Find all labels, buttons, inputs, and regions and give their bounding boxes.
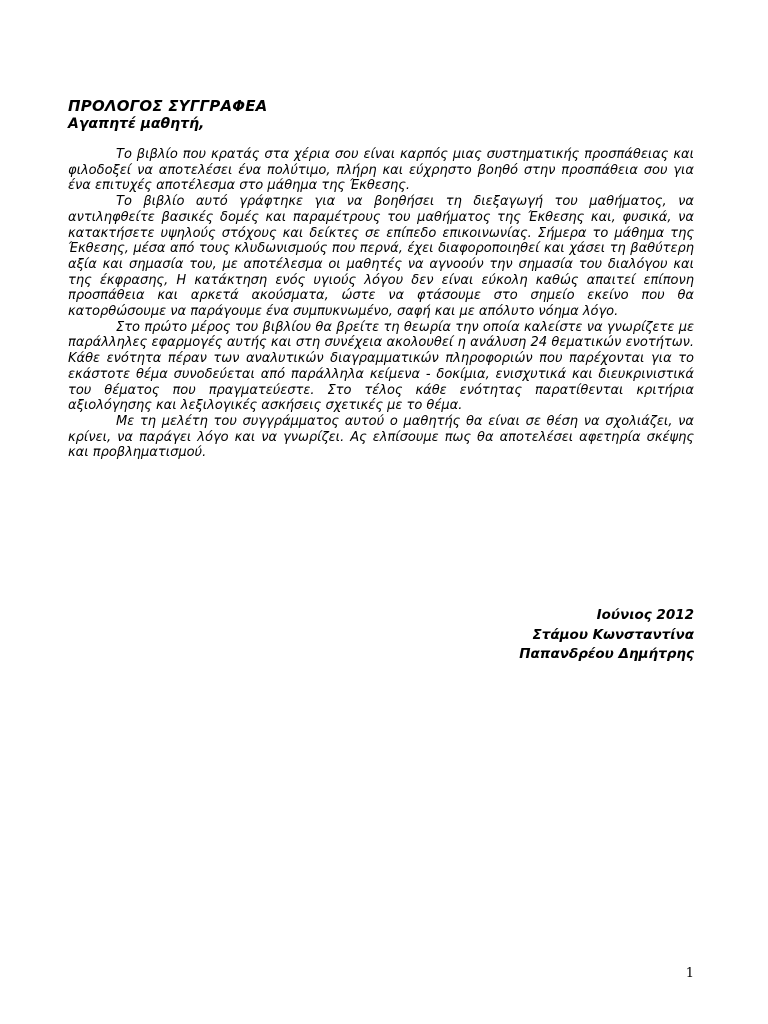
document-body [68,97,694,461]
signature-author-1: Στάμου Κωνσταντίνα [532,626,694,643]
page-number: 1 [685,966,694,981]
signature-block [519,606,694,665]
paragraph-1: Το βιβλίο που κρατάς στα χέρια σου είναι καρπός μιας συστηματικής προσπάθειας και φιλοδοξεί να αποτελέσει ένα πολύτιμο, πλήρη και εύχρηστο βοηθό στην προσπάθεια σου για ένα επιτυχές αποτέλεσμα στο μάθημα της Έκθεσης. [68,147,694,194]
paragraph-2: Το βιβλίο αυτό γράφτηκε για να βοηθήσει τη διεξαγωγή του μαθήματος, να αντιληφθείτε βασικές δομές και παραμέτρους του μαθήματος της Έκθεσης και, φυσικά, να κατακτήσετε υψηλούς στόχους και δείκτες σε επίπεδο επικοινωνίας. Σήμερα το μάθημα της Έκθεσης, μέσα από τους κλυδωνισμούς που περνά, έχει διαφοροποιηθεί και χάσει τη βαθύτερη αξία και σημασία του, με αποτέλεσμα οι μαθητές να αγνοούν την σημασία του διαλόγου και της έκφρασης, Η κατάκτηση ενός υγιούς λόγου δεν είναι εύκολη καθώς απαιτεί επίπονη προσπάθεια και αρκετά ακούσματα, ώστε να φτάσουμε στο σημείο εκείνο που θα κατορθώσουμε να παράγουμε ένα συμπυκνωμένο, σαφή και με απόλυτο νόημα λόγο. [68,194,694,320]
page-title: ΠΡΟΛΟΓΟΣ ΣΥΓΓΡΑΦΕΑ [68,97,268,115]
signature-author-2: Παπανδρέου Δημήτρης [519,646,694,662]
paragraph-4: Με τη μελέτη του συγγράμματος αυτού ο μαθητής θα είναι σε θέση να σχολιάζει, να κρίνει, να παράγει λόγο και να γνωρίζει. Ας ελπίσουμε πως θα αποτελέσει αφετηρία σκέψης και προβληματισμού. [68,413,694,461]
paragraph-3: Στο πρώτο μέρος του βιβλίου θα βρείτε τη θεωρία την οποία καλείστε να γνωρίζετε με παράλληλες εφαρμογές αυτής και στη συνέχεια ακολουθεί η ανάλυση 24 θεματικών ενοτήτων. Κάθε ενότητα πέραν των αναλυτικών διαγραμματικών πληροφοριών που παρέχονται για το εκάστοτε θέμα συνοδεύεται από παράλληλα κείμενα - δοκίμια, ενισχυτικά και διευκρινιστικά του θέματος που πραγματεύεστε. Στο τέλος κάθε ενότητας παρατίθενται κριτήρια αξιολόγησης και λεξιλογικές ασκήσεις σχετικές με το θέμα. [68,319,694,414]
greeting: Αγαπητέ μαθητή, [68,116,205,132]
signature-date: Ιούνιος 2012 [596,607,694,623]
